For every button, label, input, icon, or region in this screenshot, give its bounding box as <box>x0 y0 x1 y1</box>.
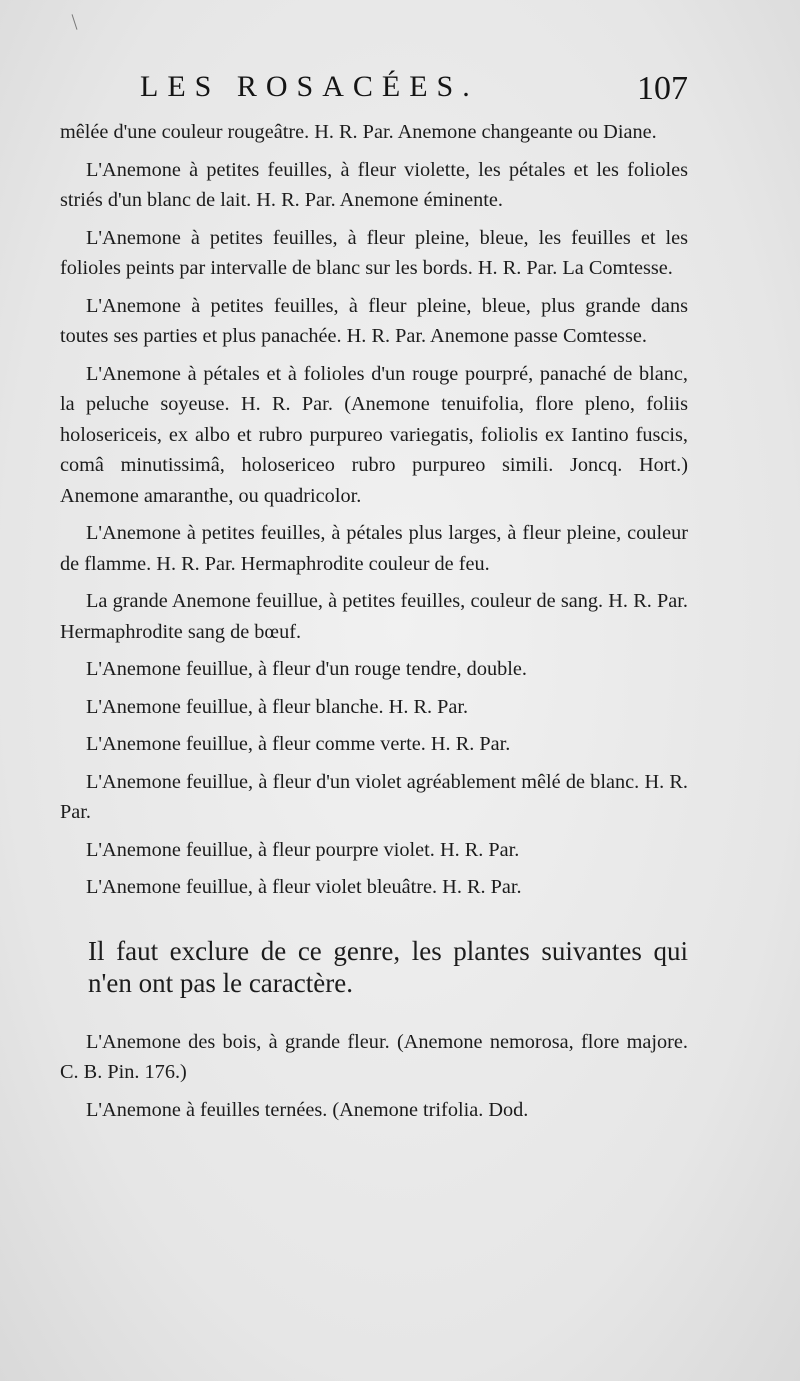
paragraph: L'Anemone feuillue, à fleur comme verte. H. R. Par. <box>86 733 511 755</box>
excluded-entry: L'Anemone à feuilles ternées. (Anemone trifolia. Dod. <box>86 1098 529 1121</box>
paragraph: L'Anemone feuillue, à fleur blanche. H. R. Par. <box>86 695 469 718</box>
paragraph: L'Anemone à petites feuilles, à pétales plus larges, à fleur pleine, couleur de flamme. H. R. Par. Hermaphrodite couleur de feu. <box>60 522 688 575</box>
paragraph: L'Anemone feuillue, à fleur d'un violet agréablement mêlé de blanc. H. R. Par. <box>60 770 688 823</box>
section-heading: Il faut exclure de ce genre, les plantes suivantes qui n'en ont pas le caractère. <box>88 935 688 998</box>
paragraph: L'Anemone feuillue, à fleur pourpre violet. H. R. Par. <box>86 838 520 861</box>
paragraph: L'Anemone feuillue, à fleur d'un rouge tendre, double. <box>86 658 527 680</box>
paragraph: L'Anemone feuillue, à fleur violet bleuâtre. H. R. Par. <box>86 876 522 898</box>
paragraph: L'Anemone à pétales et à folioles d'un rouge pourpré, panaché de blanc, la peluche soyeuse. H. R. Par. (Anemone tenuifolia, flore pleno, foliis holosericeis, ex albo et rubro purpureo variegatis, foliolis ex Iantino fuscis, comâ minutissimâ, holosericeo rubro purpureo simili. Joncq. Hort.) Anemone amaranthe, ou quadricolor. <box>60 362 688 507</box>
page-number: 107 <box>637 70 688 107</box>
page-mark <box>72 14 78 30</box>
page-header <box>0 70 800 114</box>
body-text <box>60 117 688 1132</box>
paragraph: L'Anemone à petites feuilles, à fleur pleine, bleue, plus grande dans toutes ses parties et plus panachée. H. R. Par. Anemone passe Comtesse. <box>60 294 688 347</box>
paragraph: L'Anemone à petites feuilles, à fleur pleine, bleue, les feuilles et les folioles peints par intervalle de blanc sur les bords. H. R. Par. La Comtesse. <box>60 226 688 279</box>
paragraph: L'Anemone à petites feuilles, à fleur violette, les pétales et les folioles striés d'un blanc de lait. H. R. Par. Anemone éminente. <box>60 158 688 211</box>
paragraph: La grande Anemone feuillue, à petites feuilles, couleur de sang. H. R. Par. Hermaphrodite sang de bœuf. <box>60 590 688 643</box>
running-title: LES ROSACÉES. <box>140 70 479 103</box>
paragraph-continuation: mêlée d'une couleur rougeâtre. H. R. Par. Anemone changeante ou Diane. <box>60 121 657 143</box>
excluded-entry: L'Anemone des bois, à grande fleur. (Anemone nemorosa, flore majore. C. B. Pin. 176.) <box>60 1030 688 1083</box>
